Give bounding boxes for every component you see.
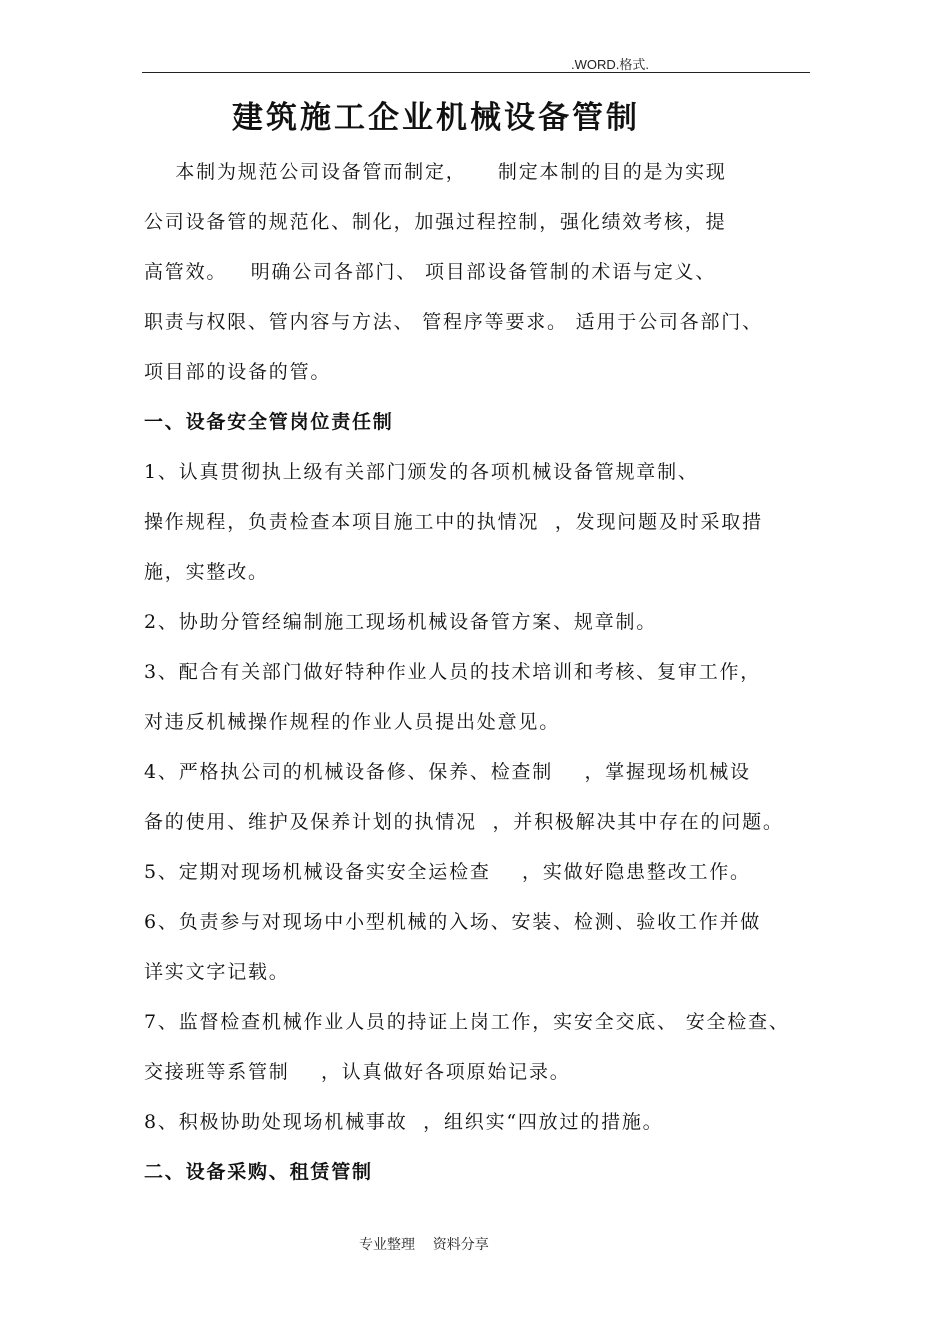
body-text-line: 8、积极协助处现场机械事故 ，组织实“四放过的措施。 — [144, 1111, 664, 1133]
body-text-line: 对违反机械操作规程的作业人员提出处意见。 — [144, 711, 561, 733]
body-text-line: 详实文字记载。 — [144, 961, 290, 983]
body-text-line: 公司设备管的规范化、制化，加强过程控制，强化绩效考核，提 — [144, 211, 727, 233]
body-text-line: 备的使用、维护及保养计划的执情况 ，并积极解决其中存在的问题。 — [144, 811, 784, 833]
body-text-line: 5、定期对现场机械设备实安全运检查 ，实做好隐患整改工作。 — [144, 861, 751, 883]
document-title: 建筑施工企业机械设备管制 — [232, 100, 640, 136]
page-header-text: .WORD.格式. — [571, 57, 649, 72]
body-text-line: 施，实整改。 — [144, 561, 269, 583]
header-divider — [142, 72, 810, 73]
body-text-line: 4、严格执公司的机械设备修、保养、检查制 ，掌握现场机械设 — [144, 761, 751, 783]
body-text-line: 7、监督检查机械作业人员的持证上岗工作，实安全交底、 安全检查、 — [144, 1011, 790, 1033]
body-text-line: 1、认真贯彻执上级有关部门颁发的各项机械设备管规章制、 — [144, 461, 699, 483]
body-text-line: 3、配合有关部门做好特种作业人员的技术培训和考核、复审工作， — [144, 661, 762, 683]
body-text-line: 交接班等系管制 ，认真做好各项原始记录。 — [144, 1061, 571, 1083]
page-footer-text: 专业整理 资料分享 — [359, 1237, 489, 1253]
section-heading: 一、设备安全管岗位责任制 — [144, 411, 394, 433]
section-heading: 二、设备采购、租赁管制 — [144, 1161, 373, 1183]
body-text-line: 2、协助分管经编制施工现场机械设备管方案、规章制。 — [144, 611, 658, 633]
body-text-line: 操作规程，负责检查本项目施工中的执情况 ，发现问题及时采取措 — [144, 511, 763, 533]
body-text-line: 高管效。 明确公司各部门、 项目部设备管制的术语与定义、 — [144, 261, 717, 283]
body-text-line: 项目部的设备的管。 — [144, 361, 332, 383]
body-text-line: 6、负责参与对现场中小型机械的入场、安装、检测、验收工作并做 — [144, 911, 762, 933]
body-text-line: 本制为规范公司设备管而制定， 制定本制的目的是为实现 — [144, 161, 727, 183]
body-text-line: 职责与权限、管内容与方法、 管程序等要求。 适用于公司各部门、 — [144, 311, 763, 333]
